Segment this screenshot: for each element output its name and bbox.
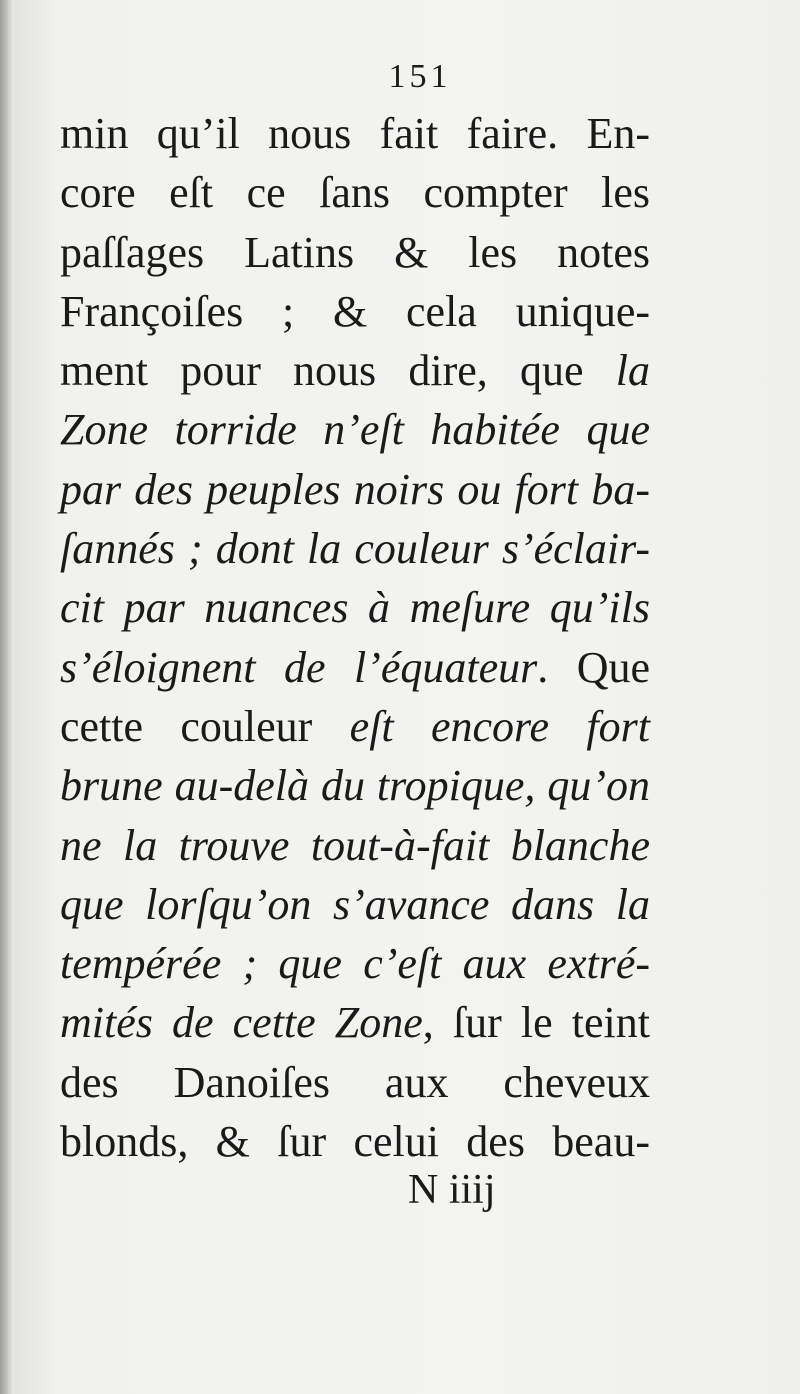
roman-text: ment pour nous dire, que: [60, 346, 616, 396]
text-line: [60, 104, 650, 163]
italic-text: s’éloignent de l’équateur: [60, 642, 538, 692]
binding-shadow: [0, 0, 14, 1394]
text-line: [60, 282, 650, 341]
roman-text: des Danoiſes aux cheveux: [60, 1057, 650, 1107]
text-line: [60, 875, 650, 934]
roman-text: core eſt ce ſans compter les: [60, 168, 650, 218]
italic-text: cit par nuances à meſure qu’ils: [60, 583, 650, 633]
roman-text: min qu’il nous fait faire. En-: [60, 109, 650, 158]
text-line: [60, 460, 650, 519]
text-line: [60, 638, 650, 697]
body-text: [60, 104, 650, 1171]
italic-text: ne la trouve tout-à-fait blanche: [60, 820, 650, 870]
italic-text: brune au-delà du tropique, qu’on: [60, 761, 650, 811]
text-line: [60, 993, 650, 1052]
italic-text: tempérée ; que c’eſt aux extré-: [60, 939, 650, 989]
text-line: [60, 163, 650, 222]
text-line: [60, 816, 650, 875]
roman-text: paſſages Latins & les notes: [60, 227, 650, 277]
text-line: [60, 400, 650, 459]
italic-text: mités de cette Zone: [60, 998, 423, 1048]
italic-text: ſannés ; dont la couleur s’éclair-: [60, 524, 650, 574]
text-line: [60, 1112, 650, 1171]
roman-text: , ſur le teint: [422, 998, 650, 1048]
roman-text: cette couleur: [60, 701, 350, 751]
italic-text: la: [615, 346, 650, 396]
text-line: [60, 697, 650, 756]
text-line: [60, 756, 650, 815]
text-line: [60, 934, 650, 993]
italic-text: par des peuples noirs ou fort ba-: [60, 464, 650, 514]
italic-text: Zone torride n’eſt habitée que: [60, 405, 650, 455]
roman-text: . Que: [537, 642, 650, 692]
text-line: [60, 1053, 650, 1112]
text-line: [60, 519, 650, 578]
text-line: [60, 223, 650, 282]
italic-text: eſt encore fort: [349, 701, 650, 751]
roman-text: blonds, & ſur celui des beau-: [60, 1117, 650, 1167]
signature-mark: N iiij: [408, 1167, 496, 1213]
text-line: [60, 341, 650, 400]
roman-text: Françoiſes ; & cela unique-: [60, 286, 650, 336]
italic-text: que lorſqu’on s’avance dans la: [60, 879, 650, 929]
text-line: [60, 578, 650, 637]
page-number: 151: [388, 58, 452, 95]
